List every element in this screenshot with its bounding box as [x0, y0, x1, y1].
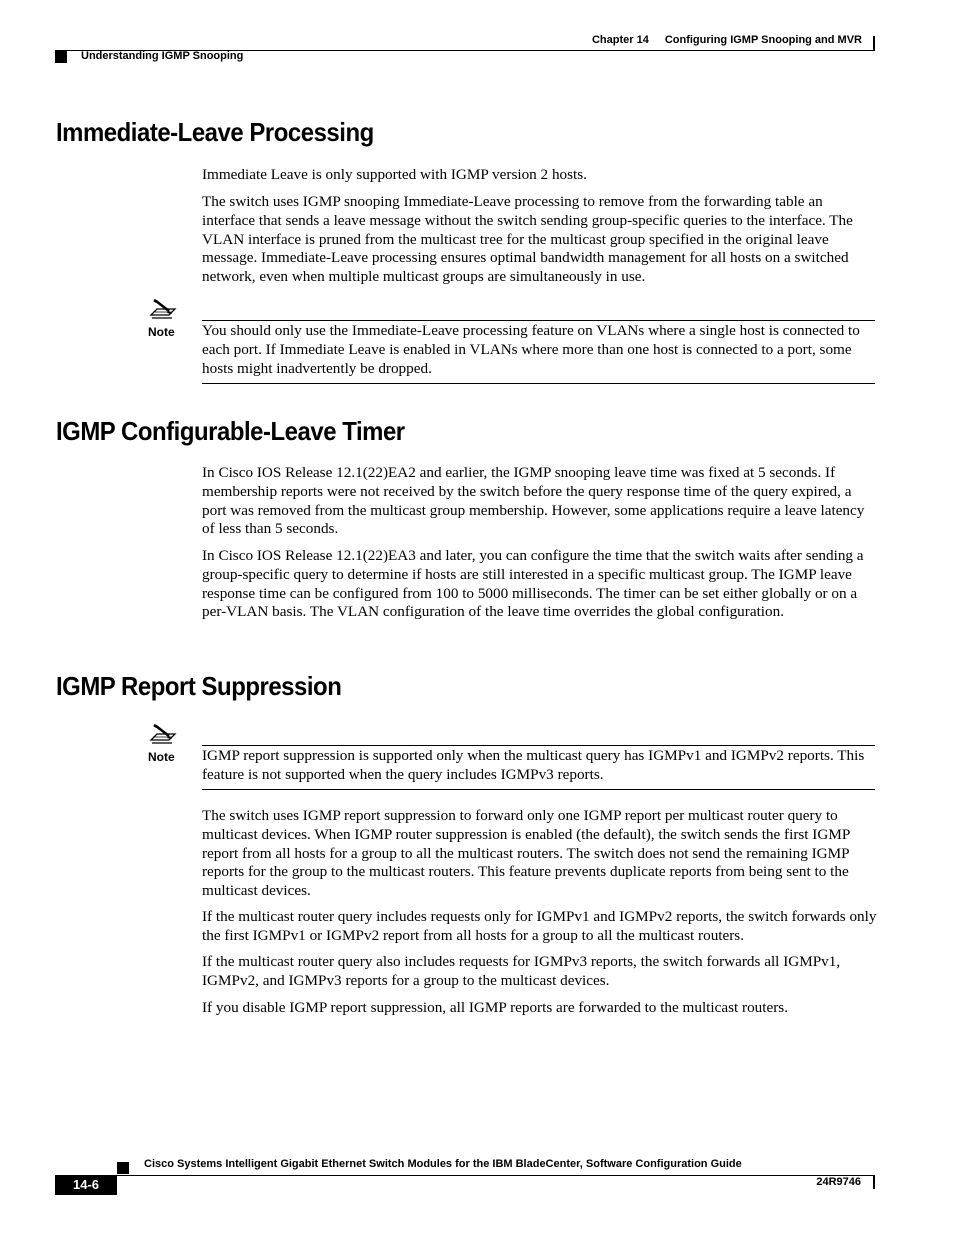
header-marker: [55, 51, 67, 63]
note-text: You should only use the Immediate-Leave processing feature on VLANs where a single host is connected to each port. If Immediate Leave is enabled in VLANs where more than one host is connected to a port, some hosts might inadvertently be dropped.: [202, 322, 860, 377]
header-tick: [873, 36, 875, 51]
paragraph: Immediate Leave is only supported with IGMP version 2 hosts.: [202, 166, 587, 183]
chapter-number: Chapter 14: [591, 34, 649, 46]
note-label: Note: [148, 325, 175, 339]
note-rule-top: [202, 320, 875, 321]
footer-rule: [55, 1175, 875, 1176]
page-number: 14-6: [55, 1175, 117, 1195]
pencil-note-icon: [148, 723, 178, 745]
note-text: IGMP report suppression is supported only when the multicast query has IGMPv1 and IGMPv2 reports. This feature is not supported when the query includes IGMPv3 reports.: [202, 747, 865, 783]
note-rule-bottom: [202, 789, 875, 790]
running-header-chapter: [592, 34, 862, 46]
running-header-section: Understanding IGMP Snooping: [81, 50, 244, 62]
note-rule-top: [202, 745, 875, 746]
paragraph: In Cisco IOS Release 12.1(22)EA2 and earlier, the IGMP snooping leave time was fixed at 5 seconds. If membership reports were not received by the switch before the query response time of the query expired, a port was removed from the multicast group membership. However, some applications require a leave latency of less than 5 seconds.: [202, 464, 865, 538]
paragraph: If you disable IGMP report suppression, all IGMP reports are forwarded to the multicast routers.: [202, 999, 788, 1016]
footer-marker: [117, 1162, 129, 1174]
note-rule-bottom: [202, 383, 875, 384]
heading-report-suppression: IGMP Report Suppression: [56, 671, 342, 701]
paragraph: If the multicast router query includes requests only for IGMPv1 and IGMPv2 reports, the switch forwards only the first IGMPv1 or IGMPv2 report from all hosts for a group to all the multicast routers.: [202, 908, 877, 944]
note-label: Note: [148, 750, 175, 764]
paragraph: In Cisco IOS Release 12.1(22)EA3 and later, you can configure the time that the switch waits after sending a group-specific query to determine if hosts are still interested in a specific multicast group. The IGMP leave response time can be configured from 100 to 5000 milliseconds. The timer can be set either globally or on a per-VLAN basis. The VLAN configuration of the leave time overrides the global configuration.: [202, 547, 864, 621]
paragraph: If the multicast router query also includes requests for IGMPv3 reports, the switch forwards all IGMPv1, IGMPv2, and IGMPv3 reports for a group to the multicast devices.: [202, 953, 841, 989]
footer-book-title: Cisco Systems Intelligent Gigabit Ethernet Switch Modules for the IBM BladeCenter, Software Configuration Guide: [144, 1158, 742, 1170]
heading-immediate-leave: Immediate-Leave Processing: [56, 117, 374, 147]
document-number: 24R9746: [816, 1176, 861, 1188]
footer-tick: [873, 1175, 875, 1189]
pencil-note-icon: [148, 298, 178, 320]
paragraph: The switch uses IGMP snooping Immediate-Leave processing to remove from the forwarding table an interface that sends a leave message without the switch sending group-specific queries to the interface. The VLAN interface is pruned from the multicast tree for the multicast group specified in the original leave message. Immediate-Leave processing ensures optimal bandwidth management for all hosts on a switched network, even when multiple multicast groups are simultaneously in use.: [202, 193, 853, 286]
heading-configurable-leave: IGMP Configurable-Leave Timer: [56, 416, 405, 446]
chapter-title: Configuring IGMP Snooping and MVR: [664, 34, 862, 46]
paragraph: The switch uses IGMP report suppression to forward only one IGMP report per multicast router query to multicast devices. When IGMP router suppression is enabled (the default), the switch sends the first IGMP report from all hosts for a group to all the multicast routers. The switch does not send the remaining IGMP reports for the group to the multicast routers. This feature prevents duplicate reports from being sent to the multicast devices.: [202, 807, 850, 900]
